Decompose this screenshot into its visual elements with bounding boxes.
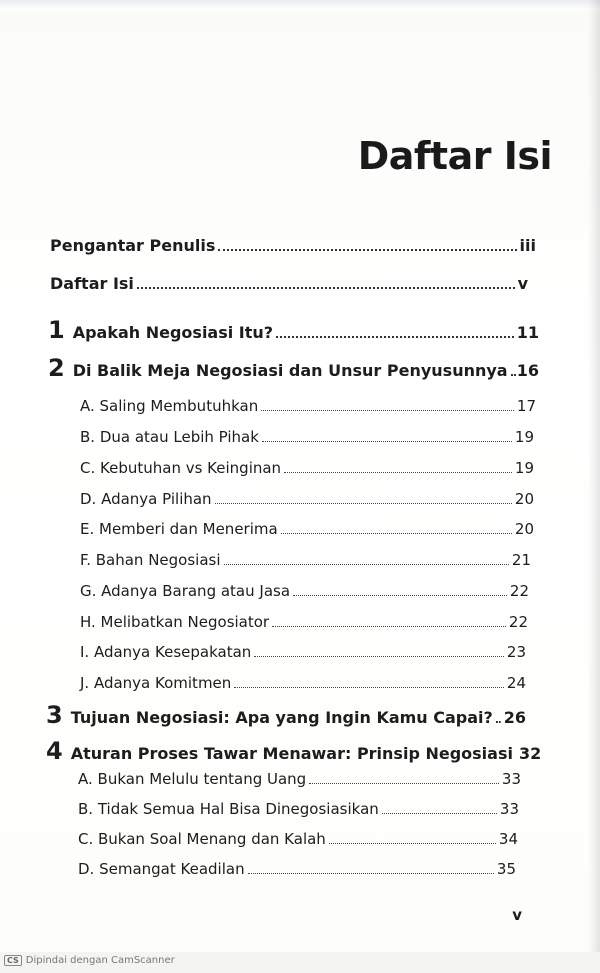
toc-entry-page: 21 [511, 551, 531, 569]
leader-dots [137, 287, 515, 289]
toc-entry-page: 24 [506, 674, 526, 692]
leader-dots [511, 374, 514, 376]
toc-subentry [80, 459, 534, 477]
toc-subentry [80, 582, 529, 600]
toc-subentry [80, 551, 531, 569]
toc-subentry [78, 830, 518, 848]
toc-entry-page: 33 [499, 800, 519, 818]
leader-dots [284, 472, 512, 473]
toc-entry-title: Apakah Negosiasi Itu? [72, 323, 274, 342]
leader-dots [281, 533, 512, 534]
page-title: Daftar Isi [357, 134, 552, 178]
chapter-number: 3 [46, 701, 63, 729]
toc-entry-title: C. Bukan Soal Menang dan Kalah [78, 830, 326, 848]
toc-entry-title: H. Melibatkan Negosiator [80, 613, 270, 631]
toc-entry-title: E. Memberi dan Menerima [80, 520, 278, 538]
chapter-number: 1 [48, 316, 65, 344]
toc-subentry [80, 674, 526, 692]
leader-dots [218, 249, 516, 251]
toc-chapter-3 [46, 703, 526, 727]
toc-subentry [80, 643, 526, 661]
leader-dots [309, 783, 499, 784]
toc-subentry [80, 613, 528, 631]
toc-entry-page: 22 [509, 582, 529, 600]
top-edge [0, 0, 600, 10]
toc-entry-title: Daftar Isi [50, 274, 134, 293]
toc-chapter-2 [48, 356, 539, 380]
chapter-number: 4 [46, 737, 63, 765]
leader-dots [234, 687, 504, 688]
scanner-watermark [4, 955, 175, 966]
toc-entry-title: Aturan Proses Tawar Menawar: Prinsip Negosiasi [70, 744, 513, 763]
toc-entry-title: I. Adanya Kesepakatan [80, 643, 252, 661]
toc-entry-page: 19 [514, 459, 534, 477]
leader-dots [329, 843, 496, 844]
toc-entry-title: C. Kebutuhan vs Keinginan [80, 459, 282, 477]
leader-dots [248, 873, 494, 874]
leader-dots [262, 441, 512, 442]
watermark-text: Dipindai dengan CamScanner [25, 955, 175, 966]
chapter-number: 2 [48, 354, 65, 382]
toc-subentry [78, 770, 521, 788]
leader-dots [276, 336, 514, 338]
leader-dots [224, 564, 509, 565]
toc-entry-title: A. Saling Membutuhkan [80, 397, 259, 415]
toc-subentry [78, 800, 519, 818]
leader-dots [272, 626, 506, 627]
toc-entry-page: iii [519, 236, 536, 255]
toc-entry-title: F. Bahan Negosiasi [80, 551, 221, 569]
toc-entry-pengantar [50, 236, 536, 255]
page-number: v [512, 906, 522, 924]
leader-dots [293, 595, 507, 596]
toc-entry-title: Di Balik Meja Negosiasi dan Unsur Penyusunnya [72, 361, 508, 380]
toc-entry-title: D. Adanya Pilihan [80, 490, 212, 508]
toc-entry-title: G. Adanya Barang atau Jasa [80, 582, 291, 600]
toc-subentry [80, 520, 534, 538]
toc-entry-page: v [517, 274, 528, 293]
toc-entry-page: 17 [516, 397, 536, 415]
toc-entry-title: D. Semangat Keadilan [78, 860, 245, 878]
toc-entry-title: B. Dua atau Lebih Pihak [80, 428, 259, 446]
toc-subentry [80, 490, 534, 508]
toc-entry-title: A. Bukan Melulu tentang Uang [78, 770, 307, 788]
toc-entry-page: 23 [506, 643, 526, 661]
toc-subentry [78, 860, 516, 878]
toc-chapter-1 [48, 318, 539, 342]
leader-dots [215, 503, 512, 504]
toc-entry-page: 34 [498, 830, 518, 848]
toc-entry-page: 11 [516, 323, 539, 342]
toc-entry-page: 33 [501, 770, 521, 788]
toc-entry-page: 16 [516, 361, 539, 380]
leader-dots [496, 721, 501, 723]
toc-entry-title: Pengantar Penulis [50, 236, 216, 255]
toc-entry-page: 32 [518, 744, 542, 763]
toc-chapter-4 [46, 737, 542, 765]
leader-dots [382, 813, 497, 814]
page-shadow [588, 0, 600, 973]
leader-dots [254, 656, 504, 657]
camscanner-logo-icon: CS [4, 955, 22, 966]
toc-entry-page: 35 [496, 860, 516, 878]
toc-entry-title: Tujuan Negosiasi: Apa yang Ingin Kamu Capai? [70, 708, 493, 727]
toc-entry-page: 26 [503, 708, 526, 727]
toc-entry-page: 22 [508, 613, 528, 631]
toc-subentry [80, 397, 536, 415]
toc-entry-title: J. Adanya Komitmen [80, 674, 232, 692]
toc-entry-title: B. Tidak Semua Hal Bisa Dinegosiasikan [78, 800, 379, 818]
toc-entry-page: 19 [514, 428, 534, 446]
toc-entry-page: 20 [514, 490, 534, 508]
toc-entry-page: 20 [514, 520, 534, 538]
toc-subentry [80, 428, 534, 446]
leader-dots [261, 410, 514, 411]
toc-entry-daftar-isi [50, 274, 528, 293]
